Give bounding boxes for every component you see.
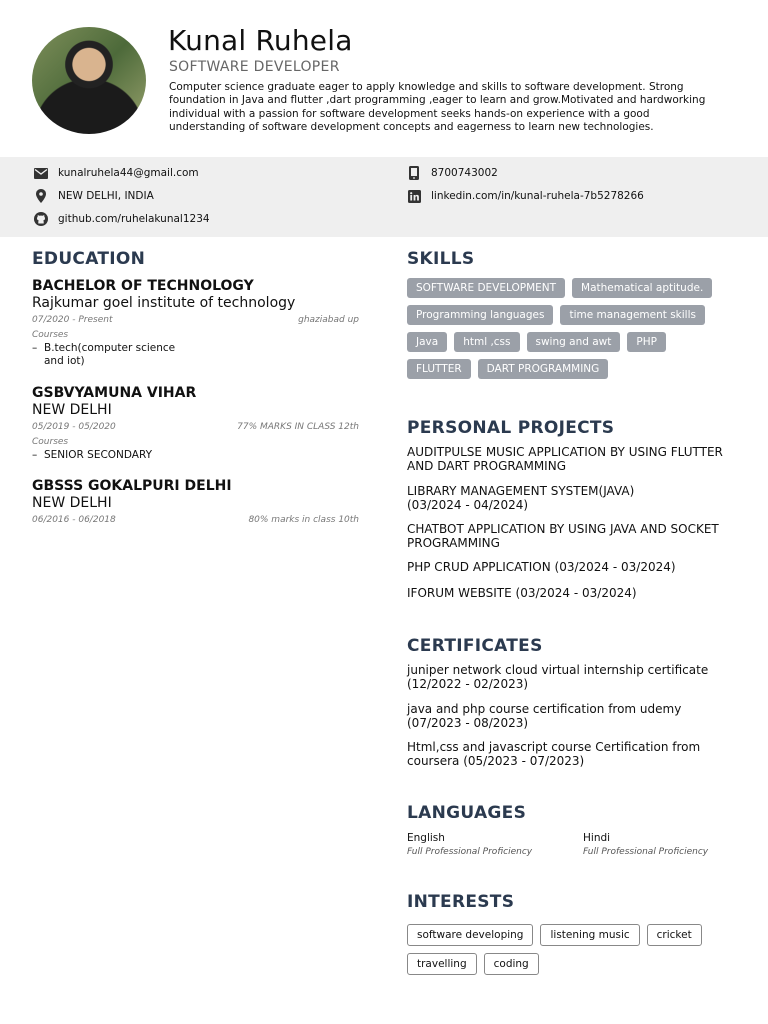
project-item: AUDITPULSE MUSIC APPLICATION BY USING FLUTTER AND DART PROGRAMMING xyxy=(407,445,723,473)
institute-name: Rajkumar goel institute of technology xyxy=(32,295,296,311)
language-level: Full Professional Proficiency xyxy=(583,847,709,857)
interest-tag: coding xyxy=(484,953,539,975)
skill-tag: FLUTTER xyxy=(407,359,471,379)
skill-tag: PHP xyxy=(627,332,666,352)
degree-title: BACHELOR OF TECHNOLOGY xyxy=(32,278,254,294)
skill-tag: DART PROGRAMMING xyxy=(478,359,609,379)
education-dates: 06/2016 - 06/2018 xyxy=(32,515,116,525)
degree-title: GSBVYAMUNA VIHAR xyxy=(32,385,197,401)
course-item: – B.tech(computer science and iot) xyxy=(32,342,192,368)
courses-label: Courses xyxy=(32,437,69,447)
education-dates: 05/2019 - 05/2020 xyxy=(32,422,116,432)
language-level: Full Professional Proficiency xyxy=(407,847,533,857)
interests-list xyxy=(407,924,737,982)
skill-tag: time management skills xyxy=(560,305,705,325)
languages-heading: LANGUAGES xyxy=(407,803,527,823)
linkedin-icon xyxy=(407,189,421,203)
skill-tag: Programming languages xyxy=(407,305,553,325)
interest-tag: travelling xyxy=(407,953,477,975)
education-heading: EDUCATION xyxy=(32,249,146,269)
interest-tag: cricket xyxy=(647,924,702,946)
skills-heading: SKILLS xyxy=(407,249,475,269)
contact-github[interactable] xyxy=(34,212,210,226)
degree-title: GBSSS GOKALPURI DELHI xyxy=(32,478,232,494)
contact-bar xyxy=(0,157,768,237)
skill-tag: SOFTWARE DEVELOPMENT xyxy=(407,278,565,298)
interest-tag: software developing xyxy=(407,924,533,946)
contact-location xyxy=(34,189,154,203)
language-name: Hindi xyxy=(583,832,611,844)
location-pin-icon xyxy=(34,189,48,203)
projects-heading: PERSONAL PROJECTS xyxy=(407,418,615,438)
contact-linkedin[interactable] xyxy=(407,189,644,203)
education-entry xyxy=(32,478,359,525)
education-detail: 80% marks in class 10th xyxy=(248,515,359,525)
project-item: IFORUM WEBSITE (03/2024 - 03/2024) xyxy=(407,586,637,600)
project-item: CHATBOT APPLICATION BY USING JAVA AND SOCKET PROGRAMMING xyxy=(407,522,719,550)
language-item xyxy=(407,832,532,857)
summary-text: Computer science graduate eager to apply knowledge and skills to software development. Strong foundation in Java and flutter ,dart programming ,eager to learn and grow.Motivated and hardworking individual with a passion for software development seeks hands-on experience with a good understanding of software development concepts and eagerness to learn new technologies. xyxy=(169,81,706,134)
contact-email[interactable] xyxy=(34,166,199,180)
institute-name: NEW DELHI xyxy=(32,495,112,511)
education-detail: ghaziabad up xyxy=(298,315,359,325)
certificate-item: java and php course certification from udemy (07/2023 - 08/2023) xyxy=(407,702,682,730)
linkedin-text: linkedin.com/in/kunal-ruhela-7b5278266 xyxy=(431,190,644,202)
education-dates: 07/2020 - Present xyxy=(32,315,113,325)
certificate-item: Html,css and javascript course Certification from coursera (05/2023 - 07/2023) xyxy=(407,740,701,768)
location-text: NEW DELHI, INDIA xyxy=(58,190,154,202)
education-meta xyxy=(32,515,359,525)
github-text: github.com/ruhelakunal1234 xyxy=(58,213,210,225)
education-entry xyxy=(32,385,359,462)
education-meta xyxy=(32,315,359,325)
skill-tag: Java xyxy=(407,332,447,352)
course-item: – SENIOR SECONDARY xyxy=(32,449,192,462)
contact-phone[interactable] xyxy=(407,166,498,180)
resume-header xyxy=(0,0,768,157)
interests-heading: INTERESTS xyxy=(407,892,515,912)
skill-tag: Mathematical aptitude. xyxy=(572,278,712,298)
candidate-name: Kunal Ruhela xyxy=(168,24,353,57)
education-detail: 77% MARKS IN CLASS 12th xyxy=(237,422,359,432)
email-icon xyxy=(34,166,48,180)
project-item: PHP CRUD APPLICATION (03/2024 - 03/2024) xyxy=(407,560,676,574)
education-meta xyxy=(32,422,359,432)
phone-icon xyxy=(407,166,421,180)
skill-tag: html ,css xyxy=(454,332,519,352)
language-item xyxy=(583,832,708,857)
institute-name: NEW DELHI xyxy=(32,402,112,418)
interest-tag: listening music xyxy=(540,924,639,946)
skills-list xyxy=(407,278,737,386)
profile-photo xyxy=(32,27,146,134)
language-name: English xyxy=(407,832,445,844)
courses-label: Courses xyxy=(32,330,69,340)
project-item: LIBRARY MANAGEMENT SYSTEM(JAVA) (03/2024 - 04/2024) xyxy=(407,484,635,512)
job-title: SOFTWARE DEVELOPER xyxy=(169,59,340,75)
skill-tag: swing and awt xyxy=(527,332,621,352)
email-text: kunalruhela44@gmail.com xyxy=(58,167,199,179)
certificate-item: juniper network cloud virtual internship certificate (12/2022 - 02/2023) xyxy=(407,663,709,691)
github-icon xyxy=(34,212,48,226)
certificates-heading: CERTIFICATES xyxy=(407,636,543,656)
education-entry xyxy=(32,278,359,368)
phone-text: 8700743002 xyxy=(431,167,498,179)
